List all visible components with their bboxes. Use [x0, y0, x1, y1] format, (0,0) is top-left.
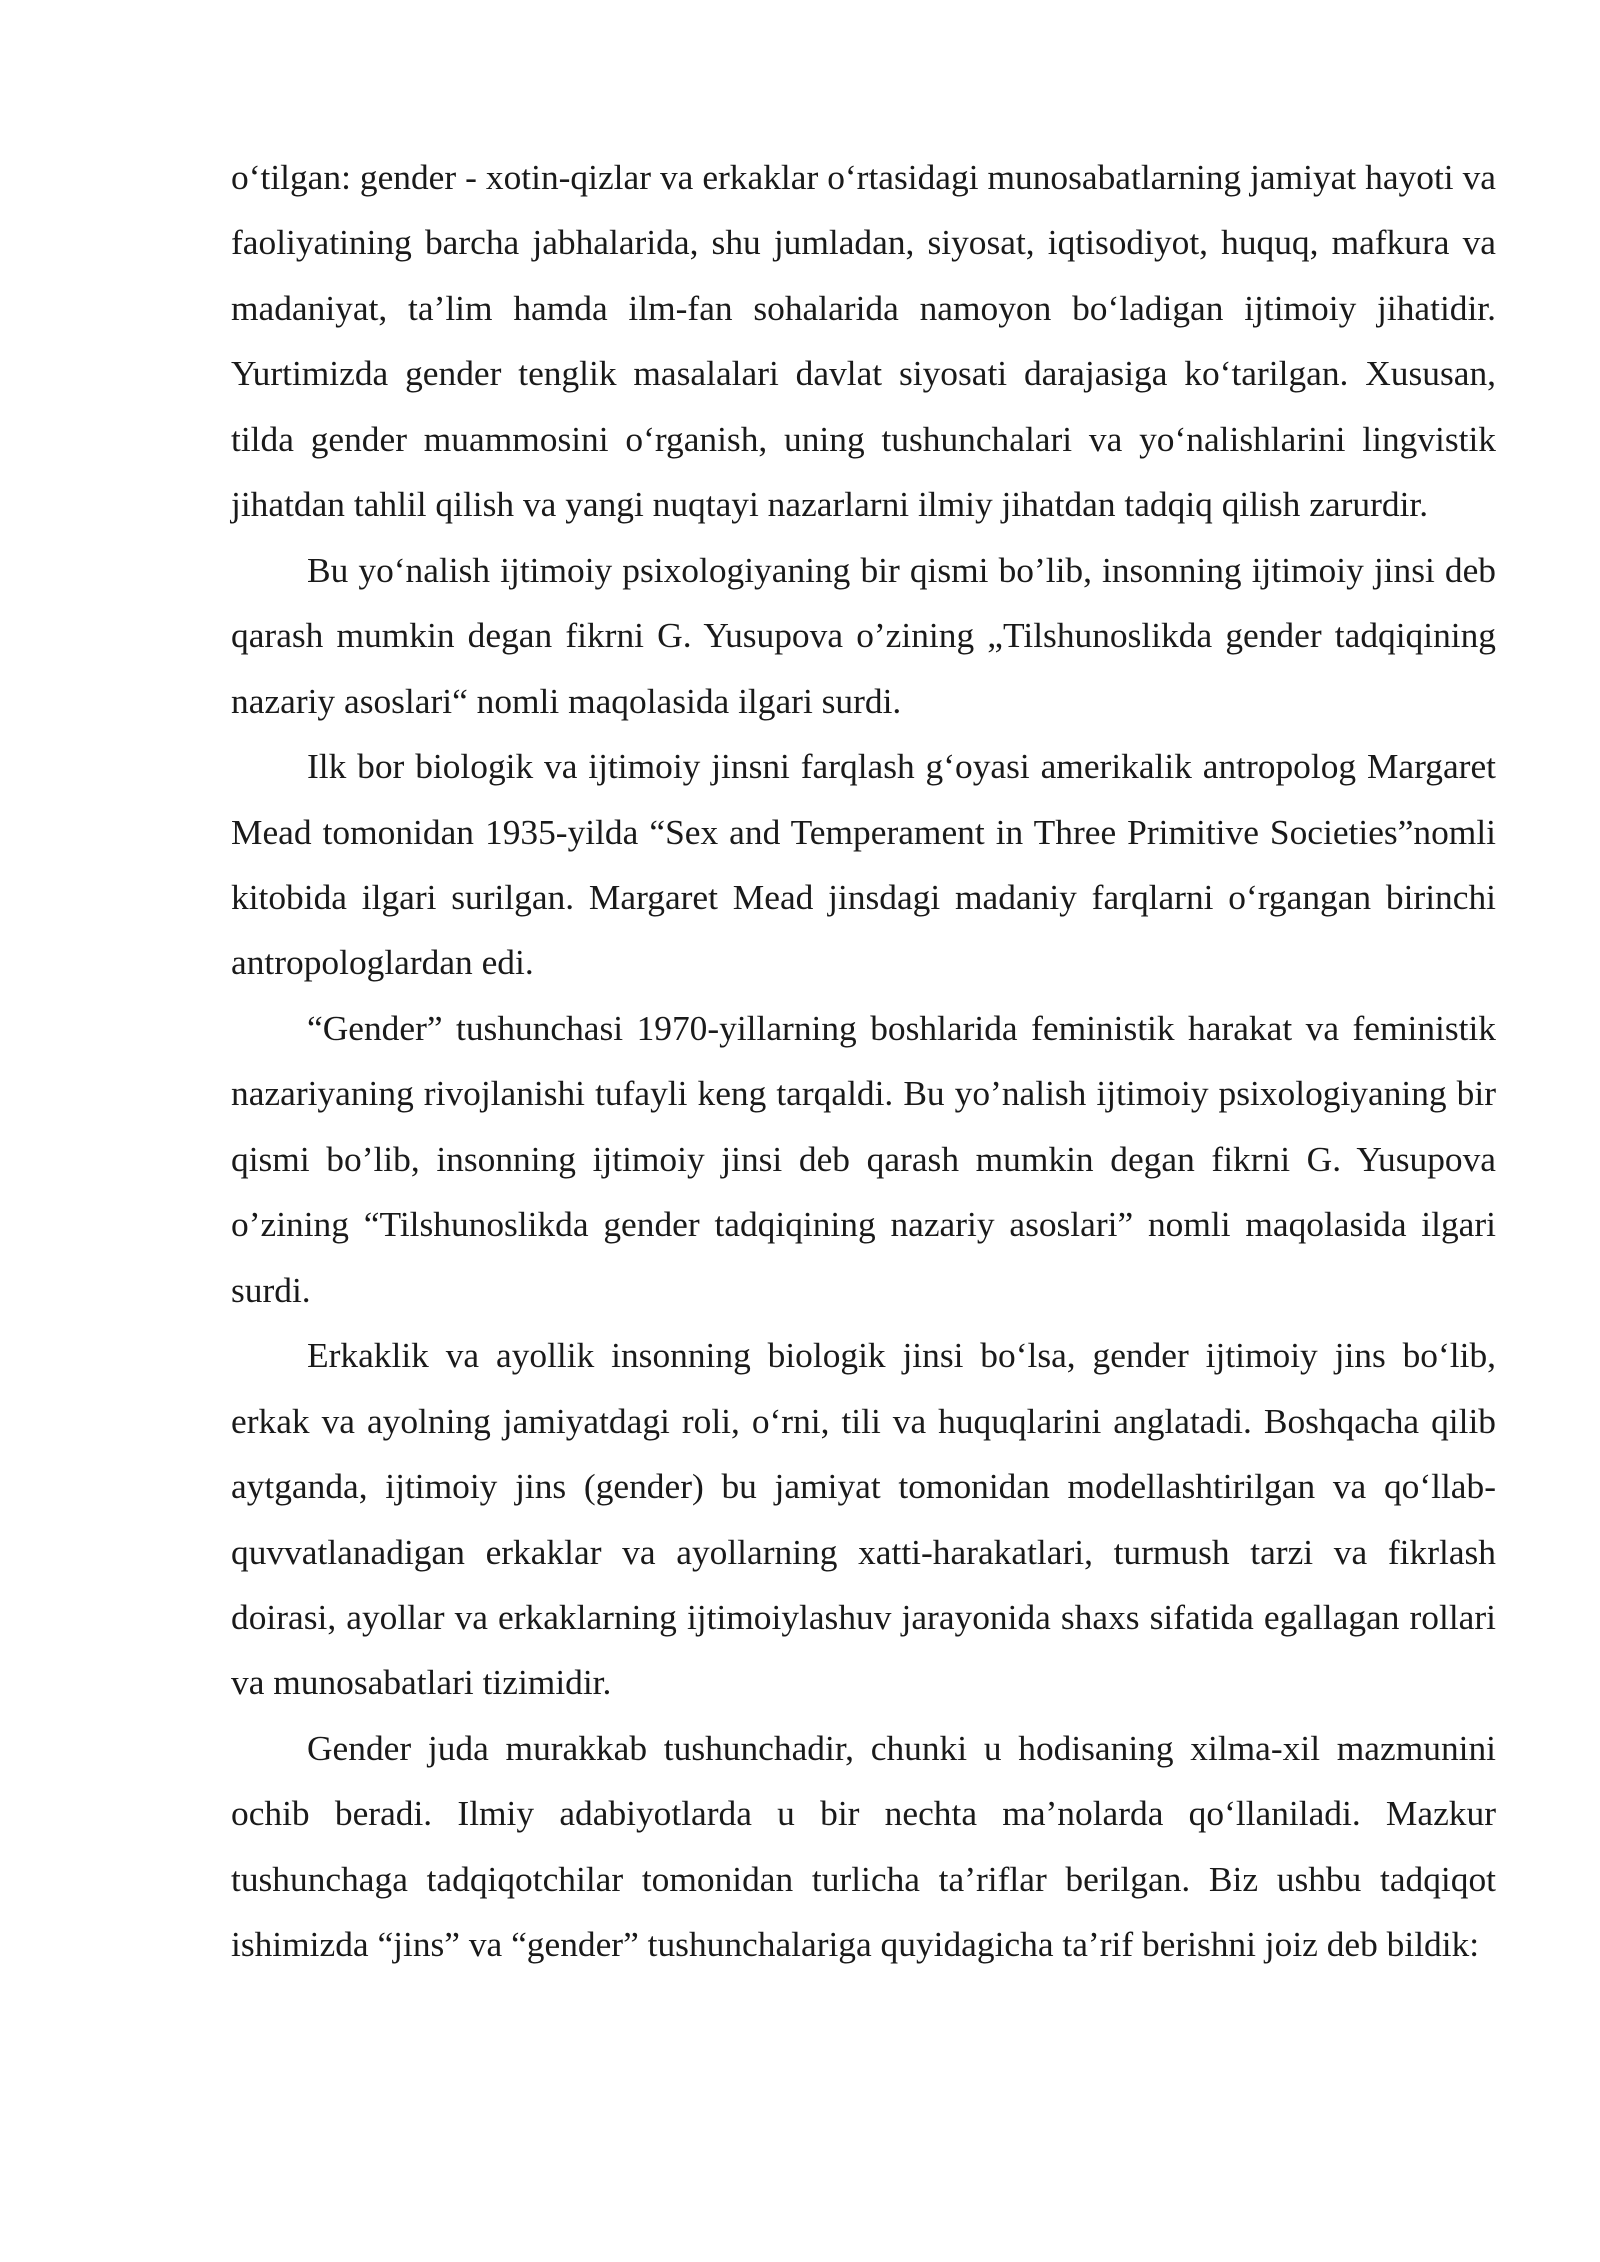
paragraph-3: Ilk bor biologik va ijtimoiy jinsni farqlash g‘oyasi amerikalik antropolog Margaret Mead tomonidan 1935-yilda “Sex and Temperament in Three Primitive Societies”nomli kitobida ilgari surilgan. Margaret Mead jinsdagi madaniy farqlarni o‘rgangan birinchi antropologlardan edi.	[231, 746, 1496, 983]
paragraph-6: Gender juda murakkab tushunchadir, chunki u hodisaning xilma-xil mazmunini ochib beradi. Ilmiy adabiyotlarda u bir nechta ma’nolarda qo‘llaniladi. Mazkur tushunchaga tadqiqotchilar tomonidan turlicha ta’riflar berilgan. Biz ushbu tadqiqot ishimizda “jins” va “gender” tushunchalariga quyidagicha ta’rif berishni joiz deb bildik:	[231, 1727, 1496, 1965]
paragraph-5: Erkaklik va ayollik insonning biologik jinsi bo‘lsa, gender ijtimoiy jins bo‘lib, erkak va ayolning jamiyatdagi roli, o‘rni, tili va huquqlarini anglatadi. Boshqacha qilib aytganda, ijtimoiy jins (gender) bu jamiyat tomonidan modellashtirilgan va qo‘llab-quvvatlanadigan erkaklar va ayollarning xatti-harakatlari, turmush tarzi va fikrlash doirasi, ayollar va erkaklarning ijtimoiylashuv jarayonida shaxs sifatida egallagan rollari va munosabatlari tizimidir.	[231, 1335, 1496, 1703]
paragraph-4: “Gender” tushunchasi 1970-yillarning boshlarida feministik harakat va feministik nazariyaning rivojlanishi tufayli keng tarqaldi. Bu yo’nalish ijtimoiy psixologiyaning bir qismi bo’lib, insonning ijtimoiy jinsi deb qarash mumkin degan fikrni G. Yusupova o’zining “Tilshunoslikda gender tadqiqining nazariy asoslari” nomli maqolasida ilgari surdi.	[231, 1007, 1496, 1310]
paragraph-2: Bu yo‘nalish ijtimoiy psixologiyaning bir qismi bo’lib, insonning ijtimoiy jinsi deb qarash mumkin degan fikrni G. Yusupova o’zining „Tilshunoslikda gender tadqiqining nazariy asoslari“ nomli maqolasida ilgari surdi.	[231, 549, 1496, 721]
paragraph-1: o‘tilgan: gender - xotin-qizlar va erkaklar o‘rtasidagi munosabatlarning jamiyat hayoti va faoliyatining barcha jabhalarida, shu jumladan, siyosat, iqtisodiyot, huquq, mafkura va madaniyat, ta’lim hamda ilm-fan sohalarida namoyon bo‘ladigan ijtimoiy jihatidir. Yurtimizda gender tenglik masalalari davlat siyosati darajasiga ko‘tarilgan. Xususan, tilda gender muammosini o‘rganish, uning tushunchalari va yo‘nalishlarini lingvistik jihatdan tahlil qilish va yangi nuqtayi nazarlarni ilmiy jihatdan tadqiq qilish zarurdir.	[231, 157, 1496, 525]
document-body	[231, 145, 1496, 1978]
